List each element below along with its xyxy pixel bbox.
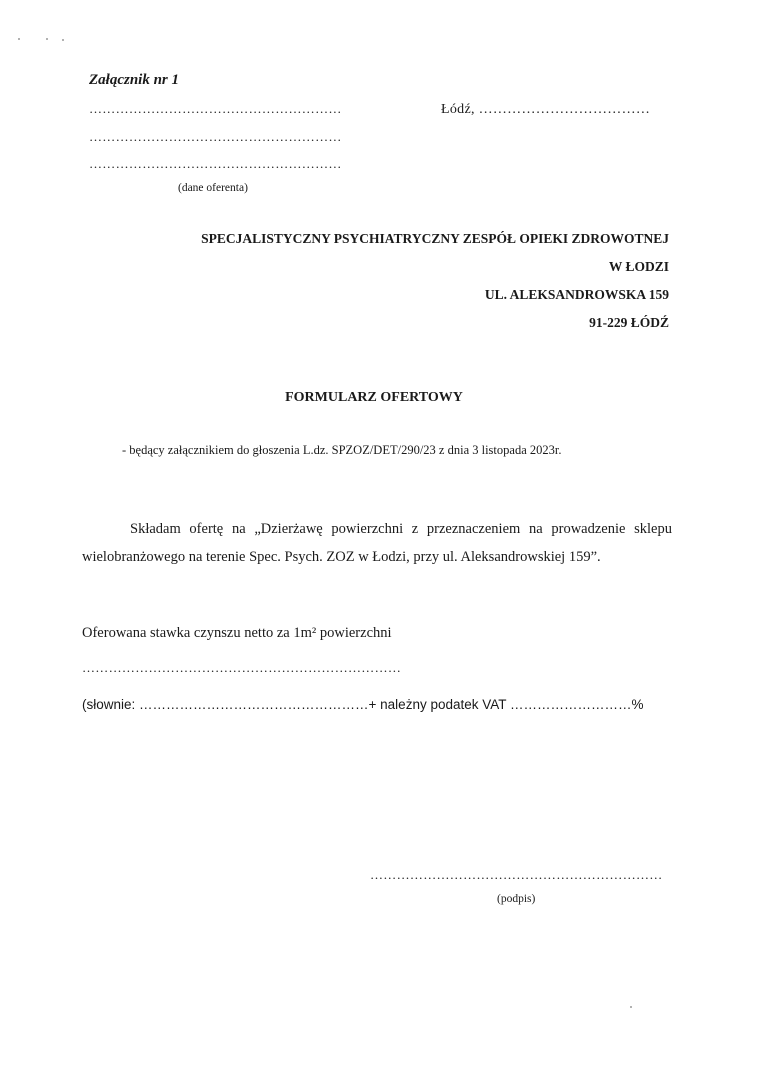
form-subtitle: - będący załącznikiem do głoszenia L.dz. SPZOZ/DET/290/23 z dnia 3 listopada 2023r. xyxy=(122,443,562,457)
annex-label: Załącznik nr 1 xyxy=(89,72,180,88)
city-date-line: Łódź, ……………………………… xyxy=(441,102,651,117)
offeror-caption: (dane oferenta) xyxy=(178,182,248,194)
offer-text: Składam ofertę na „Dzierżawę powierzchni z przeznaczeniem na prowadzenie sklepu wielobranżowego na terenie Spec. Psych. ZOZ w Łodzi, przy ul. Aleksandrowskiej 159”. xyxy=(82,521,672,565)
scan-mark xyxy=(46,38,48,40)
signature-caption: (podpis) xyxy=(497,893,536,905)
scan-mark xyxy=(62,39,64,41)
rate-dotted-line: ……………………………………………………………… xyxy=(82,660,402,675)
recipient-line-4: 91-229 ŁÓDŹ xyxy=(589,315,669,330)
scan-mark xyxy=(630,1006,632,1008)
offeror-line-1: ………………………………………………… xyxy=(89,101,342,116)
offer-paragraph xyxy=(82,515,672,571)
recipient-line-3: UL. ALEKSANDROWSKA 159 xyxy=(484,287,669,302)
signature-dotted-line: ………………………………………………………… xyxy=(370,867,663,882)
recipient-line-1: SPECJALISTYCZNY PSYCHIATRYCZNY ZESPÓŁ OPIEKI ZDROWOTNEJ xyxy=(201,231,669,246)
words-line xyxy=(82,697,644,712)
vat-line: + należny podatek VAT ………………………% xyxy=(368,697,644,712)
form-title: FORMULARZ OFERTOWY xyxy=(285,390,463,405)
offeror-line-3: ………………………………………………… xyxy=(89,156,342,171)
offeror-line-2: ………………………………………………… xyxy=(89,129,342,144)
scan-mark xyxy=(18,38,20,40)
rate-label: Oferowana stawka czynszu netto za 1m² powierzchni xyxy=(82,625,392,641)
words-line-prefix: (słownie: …………………………………………… xyxy=(82,697,369,712)
recipient-line-2: W ŁODZI xyxy=(608,259,669,274)
